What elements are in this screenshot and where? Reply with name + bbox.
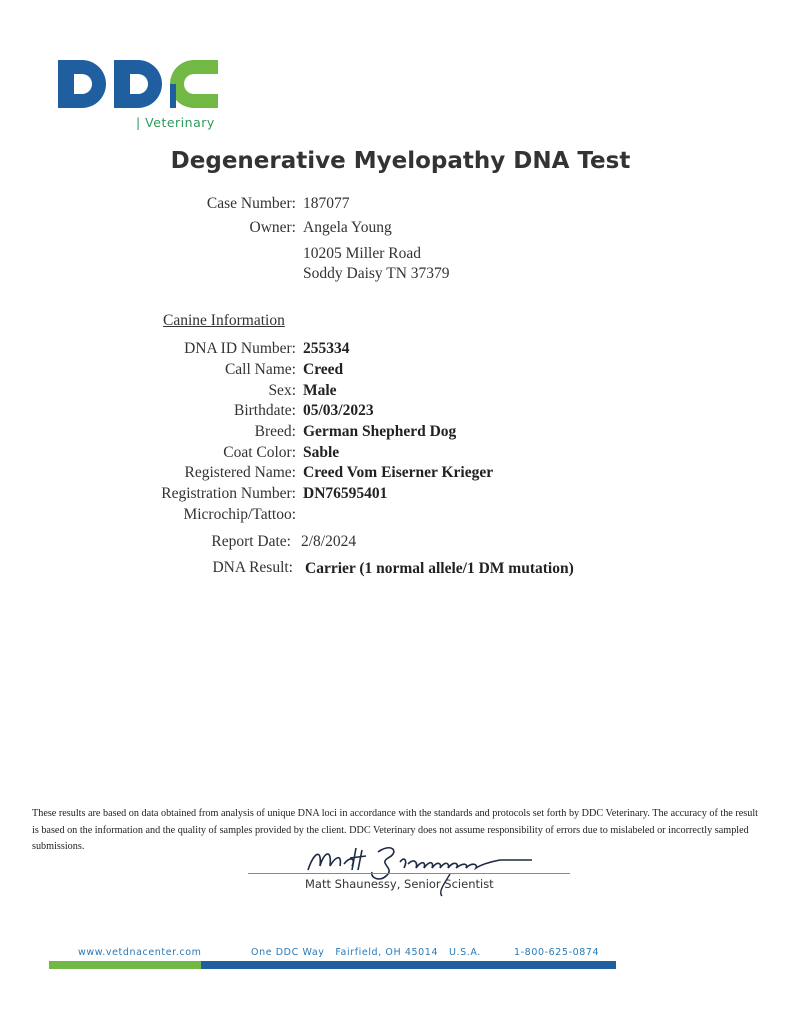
dna-result-value: Carrier (1 normal allele/1 DM mutation) xyxy=(305,560,574,577)
field-value: Sable xyxy=(303,444,340,461)
owner-label: Owner: xyxy=(249,219,296,236)
field-label: Sex: xyxy=(268,382,296,399)
field-value: 05/03/2023 xyxy=(303,402,374,419)
footer-bar-green xyxy=(49,961,201,969)
signature-line xyxy=(248,873,570,874)
field-label: DNA ID Number: xyxy=(184,340,296,357)
owner-row xyxy=(0,218,791,238)
report-date-value: 2/8/2024 xyxy=(301,533,357,550)
disclaimer-text: These results are based on data obtained from analysis of unique DNA loci in accordance with the standards and protocols set forth by DDC Veterinary. The accuracy of the result is based on the information and the quality of samples provided by the client. DDC Veterinary does not assume responsibility of errors due to mislabeled or incorrectly sampled submissions. xyxy=(32,808,759,852)
field-value: Creed xyxy=(303,361,344,378)
field-value: German Shepherd Dog xyxy=(303,423,457,440)
field-row xyxy=(0,401,791,421)
case-number-value: 187077 xyxy=(303,195,350,212)
owner-name: Angela Young xyxy=(303,219,392,236)
dna-result-row xyxy=(0,558,791,578)
field-value: DN76595401 xyxy=(303,485,388,502)
address-line-2: Soddy Daisy TN 37379 xyxy=(303,265,450,282)
field-label: Birthdate: xyxy=(234,402,296,419)
field-label: Breed: xyxy=(254,423,296,440)
case-number-label: Case Number: xyxy=(206,195,296,212)
field-row xyxy=(0,360,791,380)
field-label: Registration Number: xyxy=(161,485,296,502)
footer-address: One DDC Way Fairfield, OH 45014 U.S.A. xyxy=(251,947,481,958)
ddc-veterinary-logo xyxy=(56,58,226,138)
field-label: Registered Name: xyxy=(184,464,296,481)
address-line-1: 10205 Miller Road xyxy=(303,245,421,262)
field-row xyxy=(0,505,791,525)
dna-result-label: DNA Result: xyxy=(212,559,293,576)
footer-phone: 1-800-625-0874 xyxy=(514,947,600,958)
report-date-label: Report Date: xyxy=(211,533,291,550)
field-label: Microchip/Tattoo: xyxy=(183,506,296,523)
report-date-row xyxy=(0,532,791,552)
footer-website: www.vetdnacenter.com xyxy=(78,947,202,958)
field-label: Call Name: xyxy=(224,361,296,378)
page-title: Degenerative Myelopathy DNA Test xyxy=(170,148,631,174)
field-row xyxy=(0,339,791,359)
canine-information-heading: Canine Information xyxy=(163,312,285,329)
field-value: Male xyxy=(303,382,337,399)
field-value: 255334 xyxy=(303,340,350,357)
field-label: Coat Color: xyxy=(223,444,296,461)
signatory-name: Matt Shaunessy, Senior Scientist xyxy=(305,877,494,891)
address-line-2-row xyxy=(0,264,791,284)
field-value: Creed Vom Eiserner Krieger xyxy=(303,464,494,481)
footer-bar-blue xyxy=(201,961,616,969)
logo-subtitle: | Veterinary xyxy=(136,115,215,130)
field-row xyxy=(0,463,791,483)
field-row xyxy=(0,381,791,401)
case-number-row xyxy=(0,194,791,214)
address-line-1-row xyxy=(0,244,791,264)
field-row xyxy=(0,422,791,442)
signature-image xyxy=(300,838,540,903)
ddc-logo-mark xyxy=(56,58,226,113)
field-row xyxy=(0,443,791,463)
field-row xyxy=(0,484,791,504)
